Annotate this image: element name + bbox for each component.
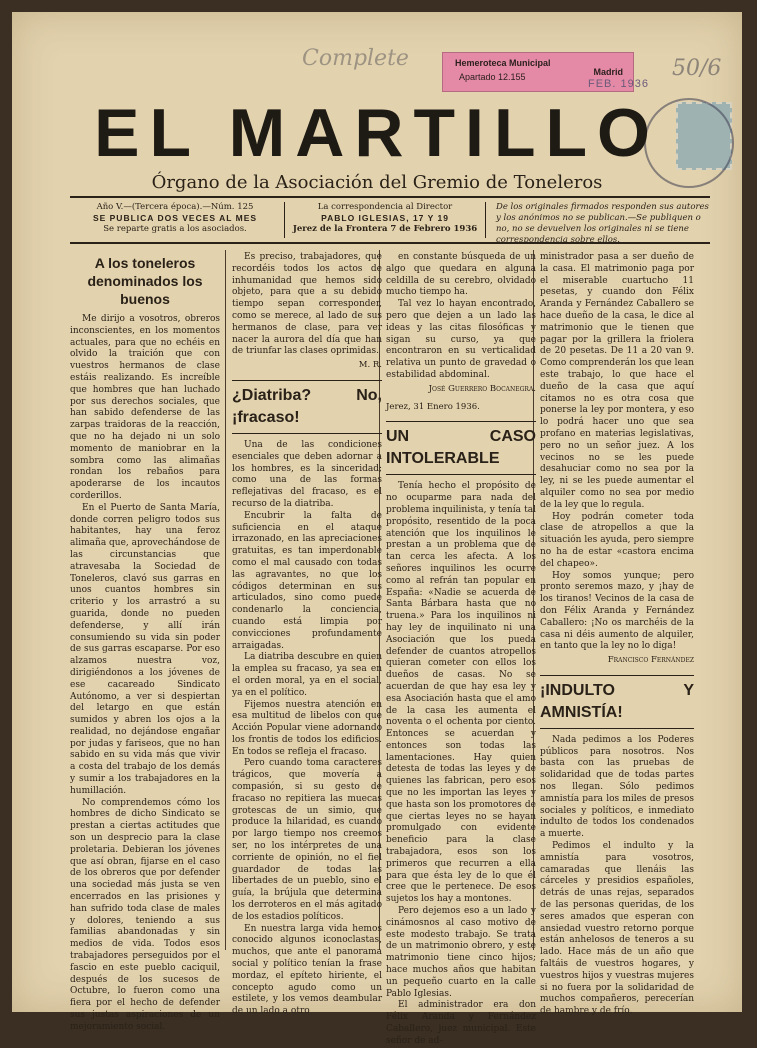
paragraph: Pero cuando toma caracteres trágicos, que movería a compasión, si su gesto de fracaso no repitiera las muecas grotescas de un simio, que produce la hilaridad, es cuando por largo tiempo nos creemos ser, no los intérpretes de una corriente de opinión, no el fiel guardador de todas las libertades de un pueblo, sino el guía, la brújula que determina los derroteros en el más agitado de los estadios políticos. <box>232 758 382 922</box>
library-stamp-line1: Hemeroteca Municipal <box>455 58 551 68</box>
publication-frequency: SE PUBLICA DOS VECES AL MES <box>92 213 258 223</box>
paragraph: Hoy somos yunque; pero pronto seremos mazo, y ¡hay de los tiranos! Vecinos de la casa de don Félix Aranda y Fernández Caballero: ¡No os marchéis de la casa ni déis aumento de alquiler, en tanto que la ley no lo diga! <box>540 570 694 652</box>
paragraph: El administrador era don Félix Aranda y Fernández Caballero, juez municipal. Este señor de ad- <box>386 1000 536 1046</box>
info-issue-block <box>70 202 280 235</box>
info-address-block <box>284 202 486 238</box>
issue-date-place: Jerez de la Frontera 7 de Febrero 1936 <box>292 224 478 234</box>
signature: Francisco Fernández <box>607 655 694 666</box>
paragraph: en constante búsqueda de un algo que quedara en alguna celdilla de su cerebro, olvidado mucho tiempo ha. <box>386 252 536 298</box>
date-stamp: FEB. 1936 <box>588 78 649 90</box>
newspaper-page <box>12 12 742 1046</box>
masthead-subtitle: Órgano de la Asociación del Gremio de Toneleros <box>151 172 603 193</box>
issue-number: Año V.—(Tercera época).—Núm. 125 <box>96 202 254 212</box>
masthead-title: EL MARTILLO <box>94 95 660 171</box>
article-headline-diatriba: ¿Diatriba? No, ¡fracaso! <box>232 380 382 434</box>
article-headline-caso: UN CASO INTOLERABLE <box>386 421 536 475</box>
paragraph: Encubrir la falta de suficiencia en el ataque irrazonado, en las apreciaciones gratuitas, es tan imperdonable como el mal causado con todas las agravantes, no que los códigos determinan en sus articulados, sino como puede condenarlo la conciencia, cuando está limpia por convicciones profundamente arraigadas. <box>232 510 382 651</box>
paragraph: Tal vez lo hayan encontrado, pero que dejen a un lado las ideas y las citas filosóficas y sigan su curso, ya que encontraron en su verticalidad relativa un punto de gravedad o estabilidad abdominal. <box>386 299 536 380</box>
paragraph: Me dirijo a vosotros, obreros inconscientes, en los momentos actuales, para que no echéis en olvido la traición que con vuestros hermanos de clase estáis realizando. Es increíble que hombres que han luchado por sus derechos sociales, que han sabido defenderse de las zarpas traidoras de la reacción, que no ha dejado ni un solo momento de maniobrar en la sombra como las alimañas rondan los rebaños para apoderarse de los incautos corderillos. <box>70 314 220 501</box>
signature: M. R. <box>358 360 382 371</box>
paragraph: En nuestra larga vida hemos conocido algunos iconoclastas, muchos, que ante el panorama social y político tenían la frase mordaz, el epíteto hiriente, el concepto agudo como un estilete, y los vemos deambular de un lado a otro <box>232 923 382 1017</box>
column-2 <box>232 252 382 1017</box>
distribution-note: Se reparte gratis a los asociados. <box>103 224 247 234</box>
paragraph: La diatriba descubre en quien la emplea su fracaso, ya sea en el orden moral, ya en el social, ya en el político. <box>232 652 382 698</box>
editorial-notice: De los originales firmados responden sus autores y los anónimos no se publican.—Se publiquen o no, no se devuelven los originales ni se tiene correspondencia sobre ellos. <box>496 202 709 245</box>
signature-date: Jerez, 31 Enero 1936. <box>386 401 480 412</box>
paragraph: En el Puerto de Santa María, donde corren peligro todos sus habitantes, hay una feroz alimaña que, aprovechándose de las circunstancias que atravesaba la Sociedad de Toneleros, clavó sus garras en unos cuantos hombres sin criterio y los arrastró a su guarida, donde no pueden defenderse, y allí irán consumiendo su vida sin poder de sus garras escaparse. Por eso alzamos nuestra voz, dirigiéndonos a los jóvenes de ese cacareado Sindicato Autónomo, a ver si despiertan del letargo en que están sumidos y abren los ojos a la realidad, no dejándose engañar por judas y fariseos, que no han sabido en su vida más que vivir a costa del trabajo de los demás y sumir a los trabajadores en la humillación. <box>70 502 220 796</box>
director-address: PABLO IGLESIAS, 17 Y 19 <box>321 213 449 223</box>
handwritten-page-mark: 50/6 <box>672 56 722 81</box>
paragraph: Fijemos nuestra atención en esa multitud de libelos con que Acción Popular viene adornando los frontis de todos los edificios. En todos se refleja el fracaso. <box>232 699 382 757</box>
correspondence-line: La correspondencia al Director <box>317 202 453 212</box>
article-headline-toneleros: A los toneleros denominados los buenos <box>87 255 203 307</box>
paragraph: Pero dejemos eso a un lado y cinámosnos al caso motivo de este modesto trabajo. Se trata de un matrimonio obrero, y este matrimonio tiene cinco hijos; hace muchos años que habitan un pequeño cuarto en la calle Pablo Iglesias. <box>386 906 536 999</box>
signature: José Guerrero Bocanegra. <box>428 383 536 394</box>
handwritten-note: Complete <box>302 46 409 71</box>
paragraph: Es preciso, trabajadores, que recordéis todos los actos de inhumanidad que hemos sido objeto, para que a su debido tiempo sepan corresponder, como se merece, al lado de sus hermanos de clase, para ver nacer la aurora del día que han de triunfar las clases oprimidas. <box>232 252 382 357</box>
paragraph: ministrador pasa a ser dueño de la casa. El matrimonio paga por el miserable cuartucho 11 pesetas, y cuando don Félix Aranda y Fernández Caballero se hace dueño de la casa, le dice al matrimonio que le tienen que pagar por la grillera la friolera de 20 pesetas. De 11 a 20 van 9. Como comprenderán los que lean este trabajo, lo que hace el dueño de la casa que aquí citamos no es otra cosa que ponerse la ley por montera, y eso lo podrá hacer uno que sea profano en materias legislativas, pero no un señor juez. A los vecinos no se les puede desahuciar como no sea por la ley, ni se les puede aumentar el alquiler como no sea por medio de la ley que lo regula. <box>540 252 694 510</box>
library-stamp-line2: Apartado 12.155 <box>459 72 526 82</box>
column-3 <box>386 252 536 1046</box>
column-1 <box>70 252 220 1032</box>
paragraph: Hoy podrán cometer toda clase de atropellos a que la situación les ayuda, pero siempre no ha de estar «castora encima del chapeo». <box>540 511 694 569</box>
paragraph: Nada pedimos a los Poderes públicos para nosotros. Nos basta con las pruebas de solidaridad que de todas partes nos llegan. Sólo pedimos amnistía para los miles de presos sociales y políticos, e inmediato indulto de todos los condenados a muerte. <box>540 734 694 840</box>
paragraph: Tenía hecho el propósito de no ocuparme para nada del problema inquilinista, y tenía tal propósito, resentido de la poca atención que los inquilinos le prestan a un problema que de tan cerca les afecta. A los señores inquilinos les ocurre como al refrán tan popular en España: «Nadie se acuerda de Santa Bárbara hasta que no truena.» Para los inquilinos ni hay ley de inquilinato ni una Asociación que los pueda defender de cuantos atropellos quieran cometer con ellos los dueños de casas. No se acuerdan de que hay esa ley y esa Asociación hasta que el amo de la casa les aumenta el noventa o el ochenta por ciento. Entonces se acuerdan y entonces son todas las lamentaciones. Hay quien detesta de todas las leyes y de quienes las fabrican, pero esos que no les importan las leyes y que hasta son los promotores de que ciertas leyes no se hayan promulgado con evidente beneficio para la clase trabajadora, esos son los primeros que recurren a ella para que ésta ley de lo que él cree que le pertenece. De esos sujetos los hay a montones. <box>386 481 536 905</box>
library-stamp-line3: Madrid <box>593 67 623 77</box>
info-bar <box>70 196 710 244</box>
column-4 <box>540 252 694 1017</box>
paragraph: No comprendemos cómo los hombres de dicho Sindicato se prestan a ciertas actitudes que son un desprecio para la clase proletaria. Debieran los jóvenes que así obran, fijarse en el caso de los obreros que por defender una sociedad más justa se ven encerrados en las prisiones y han sufrido toda clase de males y dolores, teniendo a sus familias abandonadas y sin medios de vida. Todos esos trabajadores perseguidos por el fascio en este pueblo caciquil, después de los sucesos de Octubre, lo fueron como una fiera por el hecho de defender sus justas aspiraciones de un mejoramiento social. <box>70 797 220 1032</box>
paragraph: Pedimos el indulto y la amnistía para vosotros, camaradas que llenáis las cárceles y presidios españoles, detrás de unas rejas, separados de las personas queridas, de los seres amados que esperan con ansiedad vuestro retorno porque están anhelosos de teneros a su lado. Hace más de un año que faltáis de vuestros hogares, y vuestros hijos y vuestras mujeres si no fuera por la solidaridad de muchos compañeros, perecerían de hambre y de frío. <box>540 841 694 1017</box>
column-divider <box>225 250 226 950</box>
paragraph: Una de las condiciones esenciales que deben adornar a los hombres, es la sinceridad; como una de las formas reflejativas del fracaso, es el recurso de la diatriba. <box>232 439 382 509</box>
article-headline-indulto: ¡INDULTO Y AMNISTÍA! <box>540 675 694 729</box>
